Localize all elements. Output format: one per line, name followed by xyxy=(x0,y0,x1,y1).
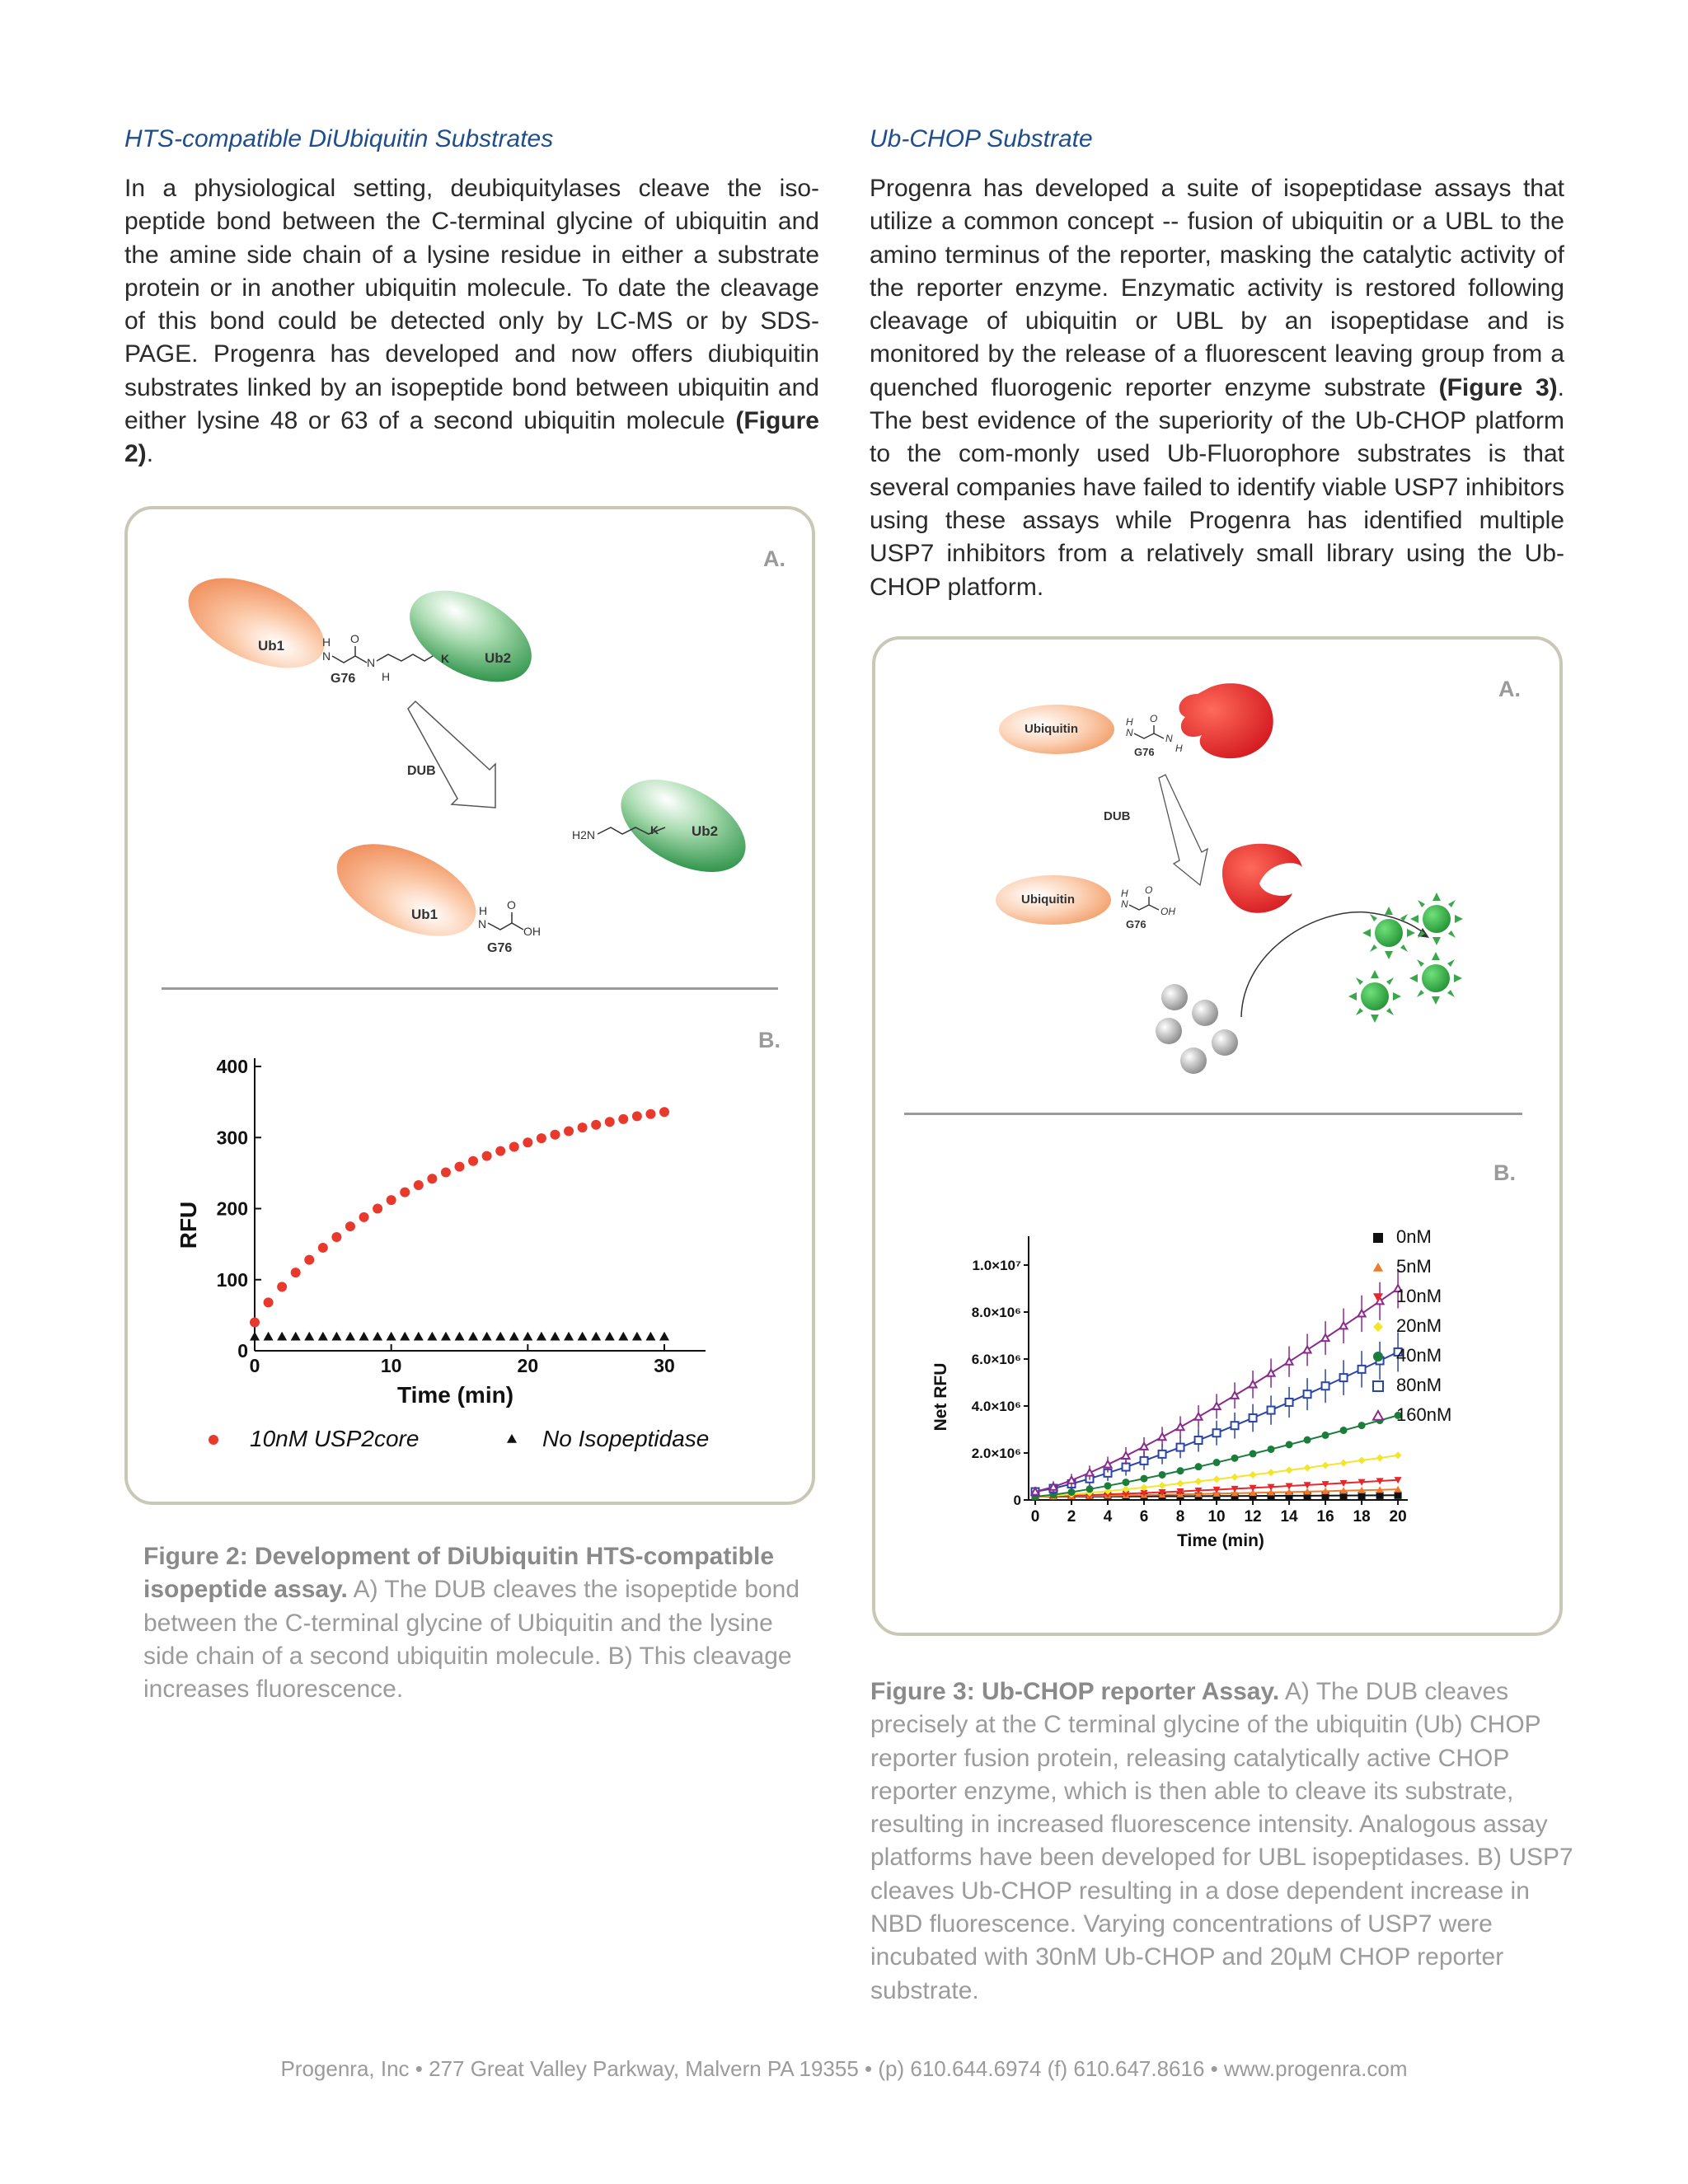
data-point xyxy=(441,1168,451,1178)
glycine-chain-released xyxy=(1129,905,1159,910)
data-point xyxy=(1177,1444,1184,1451)
data-point xyxy=(414,1180,424,1190)
g76-label-released: G76 xyxy=(487,941,513,955)
glycine-chain-top xyxy=(1134,733,1164,738)
linker-h-released: H xyxy=(1121,888,1128,899)
data-point xyxy=(1177,1467,1184,1474)
x-axis-label: Time (min) xyxy=(1177,1531,1264,1550)
figure-3-divider xyxy=(904,1113,1522,1115)
quenched-substrate xyxy=(1156,984,1238,1074)
data-point xyxy=(1304,1390,1311,1398)
data-point xyxy=(468,1156,478,1166)
x-tick-label: 4 xyxy=(1103,1508,1113,1526)
data-point xyxy=(578,1332,588,1341)
legend-label: 40nM xyxy=(1396,1345,1442,1366)
data-point xyxy=(482,1332,492,1341)
data-point xyxy=(645,1109,655,1119)
dub-label: DUB xyxy=(407,764,436,778)
figure-3a-diagram xyxy=(872,636,1563,1106)
reporter-enzyme-active xyxy=(1222,844,1302,913)
linker-h-top: H xyxy=(1126,716,1133,728)
ubiquitin-label-top: Ubiquitin xyxy=(1025,722,1078,736)
figure-2-caption-title: Figure 2: Development of DiUbiquitin HTS-compatible isopeptide assay. xyxy=(143,1543,775,1604)
linker-n-top: N xyxy=(1126,727,1133,738)
figure-3-reference: (Figure 3) xyxy=(1438,373,1558,401)
figure-2a-diagram xyxy=(124,506,815,992)
data-point xyxy=(264,1332,274,1341)
legend-label: 160nM xyxy=(1396,1404,1452,1425)
section-title-ub-chop: Ub-CHOP Substrate xyxy=(870,125,1093,152)
data-point xyxy=(1104,1461,1112,1468)
data-point xyxy=(1195,1478,1203,1485)
data-point xyxy=(509,1141,519,1151)
y-tick-label: 0 xyxy=(1013,1493,1021,1508)
data-point xyxy=(1340,1460,1348,1467)
data-point xyxy=(1322,1432,1329,1439)
data-point xyxy=(1213,1475,1221,1483)
data-point xyxy=(1304,1436,1311,1444)
reporter-enzyme-masked xyxy=(1179,683,1273,758)
data-point xyxy=(331,1332,341,1341)
data-point xyxy=(1250,1414,1257,1422)
data-point xyxy=(605,1332,615,1341)
data-point xyxy=(427,1174,437,1183)
data-point xyxy=(304,1332,314,1341)
carbonyl-o-top: O xyxy=(1150,713,1158,724)
ub2-ellipse-released xyxy=(606,761,761,891)
figure-3-panel-a-label: A. xyxy=(1498,677,1521,701)
data-point xyxy=(537,1332,546,1341)
data-point xyxy=(373,1332,382,1341)
ub1-ellipse-released xyxy=(323,825,490,954)
data-point xyxy=(523,1137,532,1147)
x-tick-label: 30 xyxy=(654,1355,675,1376)
linker-h2-top: H xyxy=(382,670,391,683)
figure-2-panel-a-label: A. xyxy=(763,546,785,571)
x-tick-label: 20 xyxy=(517,1355,539,1376)
carbonyl-o-released: O xyxy=(1145,884,1153,896)
y-tick-label: 300 xyxy=(216,1127,248,1149)
y-tick-label: 200 xyxy=(216,1197,248,1220)
data-point xyxy=(400,1332,410,1341)
data-point xyxy=(578,1122,588,1132)
y-tick-label: 8.0×10⁶ xyxy=(971,1305,1021,1320)
data-point xyxy=(1177,1480,1184,1488)
paragraph-end: . The best evidence of the superiority of the Ub-CHOP platform to the com-monly used Ub-Fluorophore substrates is that several companies have failed to identify viable USP7 inhibitors using these assays while Progenra has identified multiple USP7 inhibitors from a relatively small library using the Ub-CHOP platform. xyxy=(870,373,1565,601)
page-footer: Progenra, Inc • 277 Great Valley Parkway, Malvern PA 19355 • (p) 610.644.6974 (f) 610.647.8616 • www.progenra.com xyxy=(280,2056,1408,2081)
glycine-chain-released xyxy=(488,923,523,930)
x-tick-label: 2 xyxy=(1067,1508,1076,1526)
x-tick-label: 12 xyxy=(1244,1508,1262,1526)
figure-3b-chart xyxy=(872,1203,1563,1582)
data-point xyxy=(1195,1463,1203,1470)
data-point xyxy=(1141,1475,1148,1483)
hydroxyl-label: OH xyxy=(523,925,541,938)
data-point xyxy=(291,1268,301,1277)
data-point xyxy=(605,1117,615,1127)
x-tick-label: 8 xyxy=(1175,1508,1185,1526)
data-point xyxy=(1268,1469,1275,1476)
g76-label-top: G76 xyxy=(331,672,356,686)
x-tick-label: 20 xyxy=(1389,1508,1407,1526)
legend-marker xyxy=(1373,1263,1383,1272)
linker-h-released: H xyxy=(479,904,488,917)
data-point xyxy=(1231,1474,1239,1481)
data-point xyxy=(1286,1466,1293,1474)
data-point xyxy=(250,1318,260,1328)
ub2-ellipse-top xyxy=(395,572,546,701)
data-point xyxy=(441,1332,451,1341)
linker-h2-top: H xyxy=(1175,743,1183,754)
figure-2-caption-text: A) The DUB cleaves the isopeptide bond between the C-terminal glycine of Ubiquitin and the lysine side chain of a second ubiquitin molecule. B) This cleavage increases fluorescence. xyxy=(143,1576,800,1704)
figure-2-panel-b-label: B. xyxy=(758,1028,781,1052)
data-point xyxy=(1177,1423,1184,1430)
figure-3-panel-b-label: B. xyxy=(1493,1160,1516,1185)
data-point xyxy=(1231,1455,1239,1462)
linker-n2-top: N xyxy=(367,656,376,669)
x-tick-label: 14 xyxy=(1280,1508,1298,1526)
linker-chain-top xyxy=(332,656,367,663)
y-tick-label: 4.0×10⁶ xyxy=(971,1399,1021,1414)
data-point xyxy=(1304,1465,1311,1472)
y-axis-label: Net RFU xyxy=(931,1362,950,1432)
legend-label: 10nM xyxy=(1396,1286,1442,1306)
data-point xyxy=(359,1212,369,1222)
x-tick-label: 16 xyxy=(1316,1508,1334,1526)
y-axis-label: RFU xyxy=(176,1201,201,1249)
legend-marker xyxy=(1373,1233,1383,1243)
data-point xyxy=(618,1114,628,1124)
ub1-ellipse-top xyxy=(175,560,337,687)
figure-2-reference: (Figure 2) xyxy=(124,407,819,468)
data-point xyxy=(345,1332,355,1341)
figure-3-caption-title: Figure 3: Ub-CHOP reporter Assay. xyxy=(870,1678,1280,1705)
data-point xyxy=(591,1332,601,1341)
linker-n-released: N xyxy=(478,917,487,930)
data-point xyxy=(291,1332,301,1341)
x-tick-label: 6 xyxy=(1139,1508,1149,1526)
data-point xyxy=(468,1332,478,1341)
data-point xyxy=(1286,1358,1293,1365)
lysine-k-top: K xyxy=(441,652,450,665)
data-point xyxy=(387,1332,396,1341)
legend-label: No Isopeptidase xyxy=(542,1426,710,1451)
data-point xyxy=(1250,1380,1257,1387)
data-point xyxy=(1268,1370,1275,1376)
data-point xyxy=(482,1151,492,1161)
linker-h-top: H xyxy=(322,635,331,649)
data-point xyxy=(1268,1446,1275,1453)
data-point xyxy=(345,1221,355,1231)
hydroxyl-label: OH xyxy=(1160,906,1175,917)
ubiquitin-label-released: Ubiquitin xyxy=(1021,893,1075,907)
data-point xyxy=(1250,1450,1257,1457)
legend-label: 5nM xyxy=(1396,1256,1432,1277)
data-point xyxy=(277,1332,287,1341)
legend-label: 0nM xyxy=(1396,1226,1432,1247)
data-point xyxy=(1195,1436,1203,1444)
data-point xyxy=(1159,1482,1166,1489)
data-point xyxy=(1286,1441,1293,1448)
data-point xyxy=(537,1133,546,1143)
data-point xyxy=(550,1130,560,1140)
data-point xyxy=(1358,1366,1366,1373)
ub1-label-released: Ub1 xyxy=(411,907,438,922)
data-point xyxy=(414,1332,424,1341)
data-point xyxy=(427,1332,437,1341)
data-point xyxy=(632,1332,642,1341)
data-point xyxy=(495,1146,505,1156)
data-point xyxy=(1213,1429,1221,1436)
data-point xyxy=(1123,1479,1130,1486)
data-point xyxy=(264,1297,274,1307)
ub2-label-released: Ub2 xyxy=(692,823,719,839)
y-tick-label: 400 xyxy=(216,1056,248,1077)
g76-label-top: G76 xyxy=(1134,746,1155,758)
data-point xyxy=(1340,1427,1348,1434)
data-point xyxy=(1268,1407,1275,1414)
y-tick-label: 6.0×10⁶ xyxy=(971,1352,1021,1367)
data-point xyxy=(1159,1451,1166,1458)
data-point xyxy=(1376,1454,1384,1461)
data-point xyxy=(1159,1471,1166,1479)
lysine-k-released: K xyxy=(650,823,659,837)
linker-n2-top: N xyxy=(1165,733,1173,744)
data-point xyxy=(550,1332,560,1341)
data-point xyxy=(1286,1399,1293,1406)
figure-2-caption xyxy=(143,1540,819,1706)
data-point xyxy=(1322,1382,1329,1390)
data-point xyxy=(1395,1492,1402,1499)
data-point xyxy=(495,1332,505,1341)
data-point xyxy=(509,1332,519,1341)
paragraph-diubiquitin xyxy=(124,172,819,471)
data-point xyxy=(591,1120,601,1130)
section-title-diubiquitin: HTS-compatible DiUbiquitin Substrates xyxy=(124,125,554,152)
data-point xyxy=(645,1332,655,1341)
data-point xyxy=(1086,1469,1094,1476)
data-point xyxy=(455,1162,465,1172)
x-tick-label: 0 xyxy=(1030,1508,1040,1526)
data-point xyxy=(1250,1471,1257,1479)
y-tick-label: 1.0×10⁷ xyxy=(972,1258,1021,1273)
x-tick-label: 10 xyxy=(1207,1508,1226,1526)
legend-label: 10nM USP2core xyxy=(250,1426,420,1451)
x-axis-label: Time (min) xyxy=(396,1382,514,1408)
data-point xyxy=(250,1332,260,1341)
data-point xyxy=(331,1232,341,1242)
data-point xyxy=(1141,1457,1148,1465)
legend-marker xyxy=(1373,1322,1383,1332)
x-tick-label: 0 xyxy=(249,1355,260,1376)
paragraph-ub-chop xyxy=(870,172,1564,604)
paragraph-text: Progenra has developed a suite of isopeptidase assays that utilize a common concept -- fusion of ubiquitin or a UBL to the amino terminus of the reporter, masking the catalytic activity of the reporter enzyme. Enzymatic activity is restored following cleavage of ubiquitin or UBL by an isopeptidase and is monitored by the release of a fluorescent leaving group from a quenched fluorogenic reporter enzyme substrate xyxy=(870,175,1564,401)
data-point xyxy=(1340,1374,1348,1381)
dub-label: DUB xyxy=(1104,809,1131,823)
data-point xyxy=(1195,1413,1203,1420)
data-point xyxy=(1123,1452,1130,1459)
paragraph-text: In a physiological setting, deubiquitylases cleave the iso-peptide bond between the C-terminal glycine of ubiquitin and the amine side chain of a lysine residue in either a substrate protein or in another ubiquitin molecule. To date the cleavage of this bond could be detected only by LC-MS or by SDS-PAGE. Progenra has developed and now offers diubiquitin substrates linked by an isopeptide bond between ubiquitin and either lysine 48 or 63 of a second ubiquitin molecule xyxy=(124,175,819,435)
linker-n-released: N xyxy=(1121,898,1128,910)
legend-marker xyxy=(507,1434,517,1443)
x-tick-label: 10 xyxy=(380,1355,402,1376)
carbonyl-o-top: O xyxy=(350,632,359,645)
data-point xyxy=(1358,1457,1366,1465)
data-point xyxy=(1358,1422,1366,1429)
h2n-label: H2N xyxy=(572,828,596,841)
data-point xyxy=(400,1188,410,1197)
ub1-label-top: Ub1 xyxy=(258,638,285,654)
data-point xyxy=(318,1332,328,1341)
data-point xyxy=(618,1332,628,1341)
data-point xyxy=(1068,1477,1076,1483)
legend-marker xyxy=(1373,1381,1383,1391)
data-point xyxy=(1395,1451,1402,1459)
data-point xyxy=(632,1111,642,1121)
data-point xyxy=(387,1195,396,1205)
ub2-label-top: Ub2 xyxy=(485,650,512,666)
data-point xyxy=(359,1332,369,1341)
x-tick-label: 18 xyxy=(1353,1508,1371,1526)
linker-n-top: N xyxy=(322,649,331,663)
data-point xyxy=(1231,1422,1239,1429)
data-point xyxy=(1213,1403,1221,1409)
data-point xyxy=(1213,1459,1221,1466)
data-point xyxy=(659,1107,669,1117)
data-point xyxy=(304,1255,314,1265)
legend-label: 80nM xyxy=(1396,1375,1442,1395)
data-point xyxy=(564,1332,574,1341)
data-point xyxy=(1231,1392,1239,1399)
y-tick-label: 2.0×10⁶ xyxy=(971,1446,1021,1461)
data-point xyxy=(455,1332,465,1341)
data-point xyxy=(318,1243,328,1253)
legend-marker xyxy=(209,1435,218,1445)
y-tick-label: 0 xyxy=(237,1340,248,1361)
y-tick-label: 100 xyxy=(216,1268,248,1291)
legend-marker xyxy=(1373,1352,1383,1361)
paragraph-end: . xyxy=(146,440,154,468)
g76-label-released: G76 xyxy=(1126,918,1146,930)
carbonyl-o-released: O xyxy=(507,898,516,912)
dub-arrow xyxy=(408,701,495,808)
figure-2b-chart xyxy=(124,997,815,1492)
data-point xyxy=(564,1126,574,1136)
figure-3-caption-text: A) The DUB cleaves precisely at the C terminal glycine of the ubiquitin (Ub) CHOP reporter fusion protein, releasing catalytically active CHOP reporter enzyme, which is then able to cleave its substrate, resulting in increased fluorescence intensity. Analogous assay platforms have been developed for UBL isopeptidases. B) USP7 cleaves Ub-CHOP resulting in a dose dependent increase in NBD fluorescence. Varying concentrations of USP7 were incubated with 30nM Ub-CHOP and 20µM CHOP reporter substrate. xyxy=(870,1678,1573,2004)
figure-3-caption xyxy=(870,1675,1579,2008)
legend-marker xyxy=(1373,1411,1383,1420)
data-point xyxy=(1086,1485,1094,1493)
data-point xyxy=(659,1332,669,1341)
data-point xyxy=(1322,1462,1329,1469)
legend-label: 20nM xyxy=(1396,1315,1442,1336)
dub-arrow xyxy=(1159,775,1207,885)
data-point xyxy=(1304,1346,1311,1352)
data-point xyxy=(1141,1443,1148,1450)
data-point xyxy=(1104,1482,1112,1489)
data-point xyxy=(373,1204,382,1214)
data-point xyxy=(277,1282,287,1291)
data-point xyxy=(1159,1433,1166,1440)
data-point xyxy=(523,1332,532,1341)
